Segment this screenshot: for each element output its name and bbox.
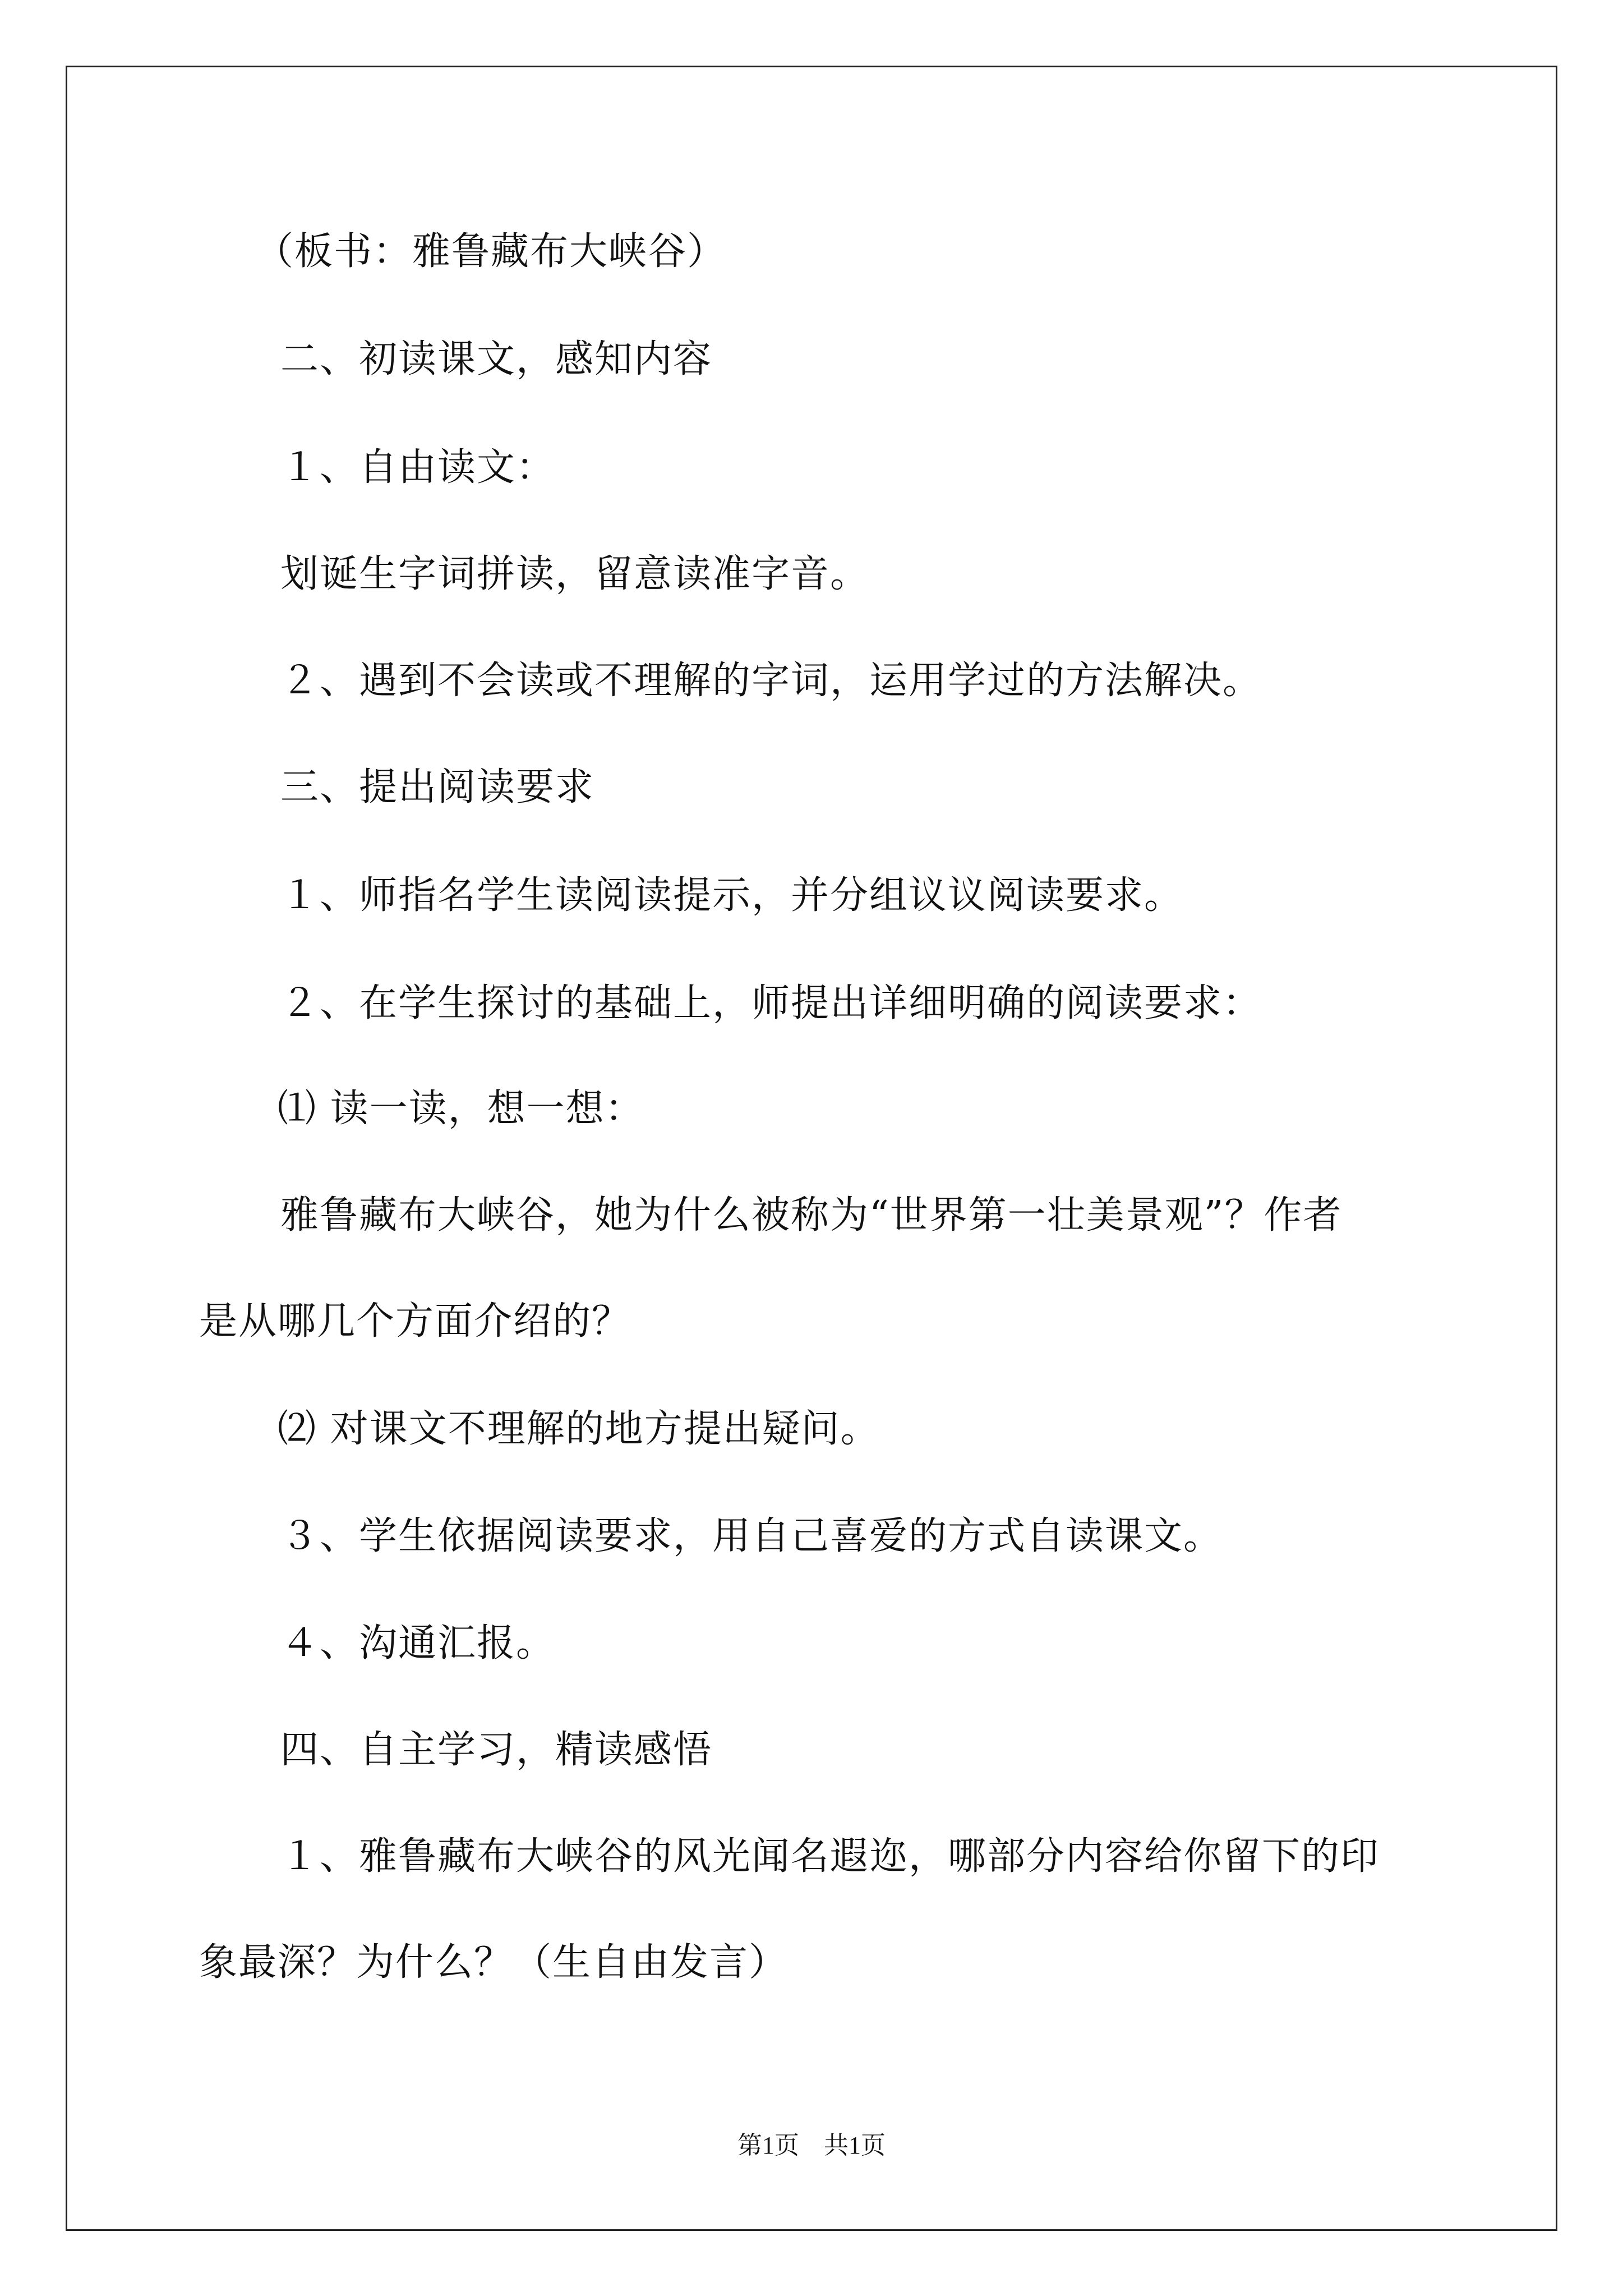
list-item-line1: １、雅鲁藏布大峡谷的风光闻名遐迩，哪部分内容给你留下的印 bbox=[280, 1834, 1380, 1879]
section-heading-2: 二、初读课文，感知内容 bbox=[280, 337, 713, 381]
sub-list-item: ⑵ 对课文不理解的地方提出疑问。 bbox=[278, 1407, 880, 1451]
list-item: ２、在学生探讨的基础上，师提出详细明确的阅读要求： bbox=[280, 981, 1262, 1025]
sub-list-item: ⑴ 读一读，想一想： bbox=[278, 1087, 644, 1131]
paragraph-question-line1: 雅鲁藏布大峡谷，她为什么被称为“世界第一壮美景观”？作者 bbox=[280, 1193, 1343, 1237]
section-heading-3: 三、提出阅读要求 bbox=[280, 765, 595, 809]
paragraph: 划诞生字词拼读，留意读准字音。 bbox=[280, 552, 870, 596]
list-item: １、自由读文： bbox=[280, 445, 556, 490]
paragraph-question-line2: 是从哪几个方面介绍的？ bbox=[199, 1299, 631, 1343]
list-item: ３、学生依据阅读要求，用自己喜爱的方式自读课文。 bbox=[280, 1514, 1223, 1558]
list-item: ２、遇到不会读或不理解的字词，运用学过的方法解决。 bbox=[280, 659, 1262, 703]
list-item: １、师指名学生读阅读提示，并分组议议阅读要求。 bbox=[280, 873, 1184, 918]
paragraph-board-note: （板书：雅鲁藏布大峡谷） bbox=[255, 229, 727, 274]
page-footer: 第1页 共1页 bbox=[737, 2132, 886, 2159]
list-item-line2: 象最深？为什么？（生自由发言） bbox=[199, 1940, 789, 1985]
section-heading-4: 四、自主学习，精读感悟 bbox=[280, 1728, 713, 1772]
list-item: ４、沟通汇报。 bbox=[280, 1621, 556, 1665]
